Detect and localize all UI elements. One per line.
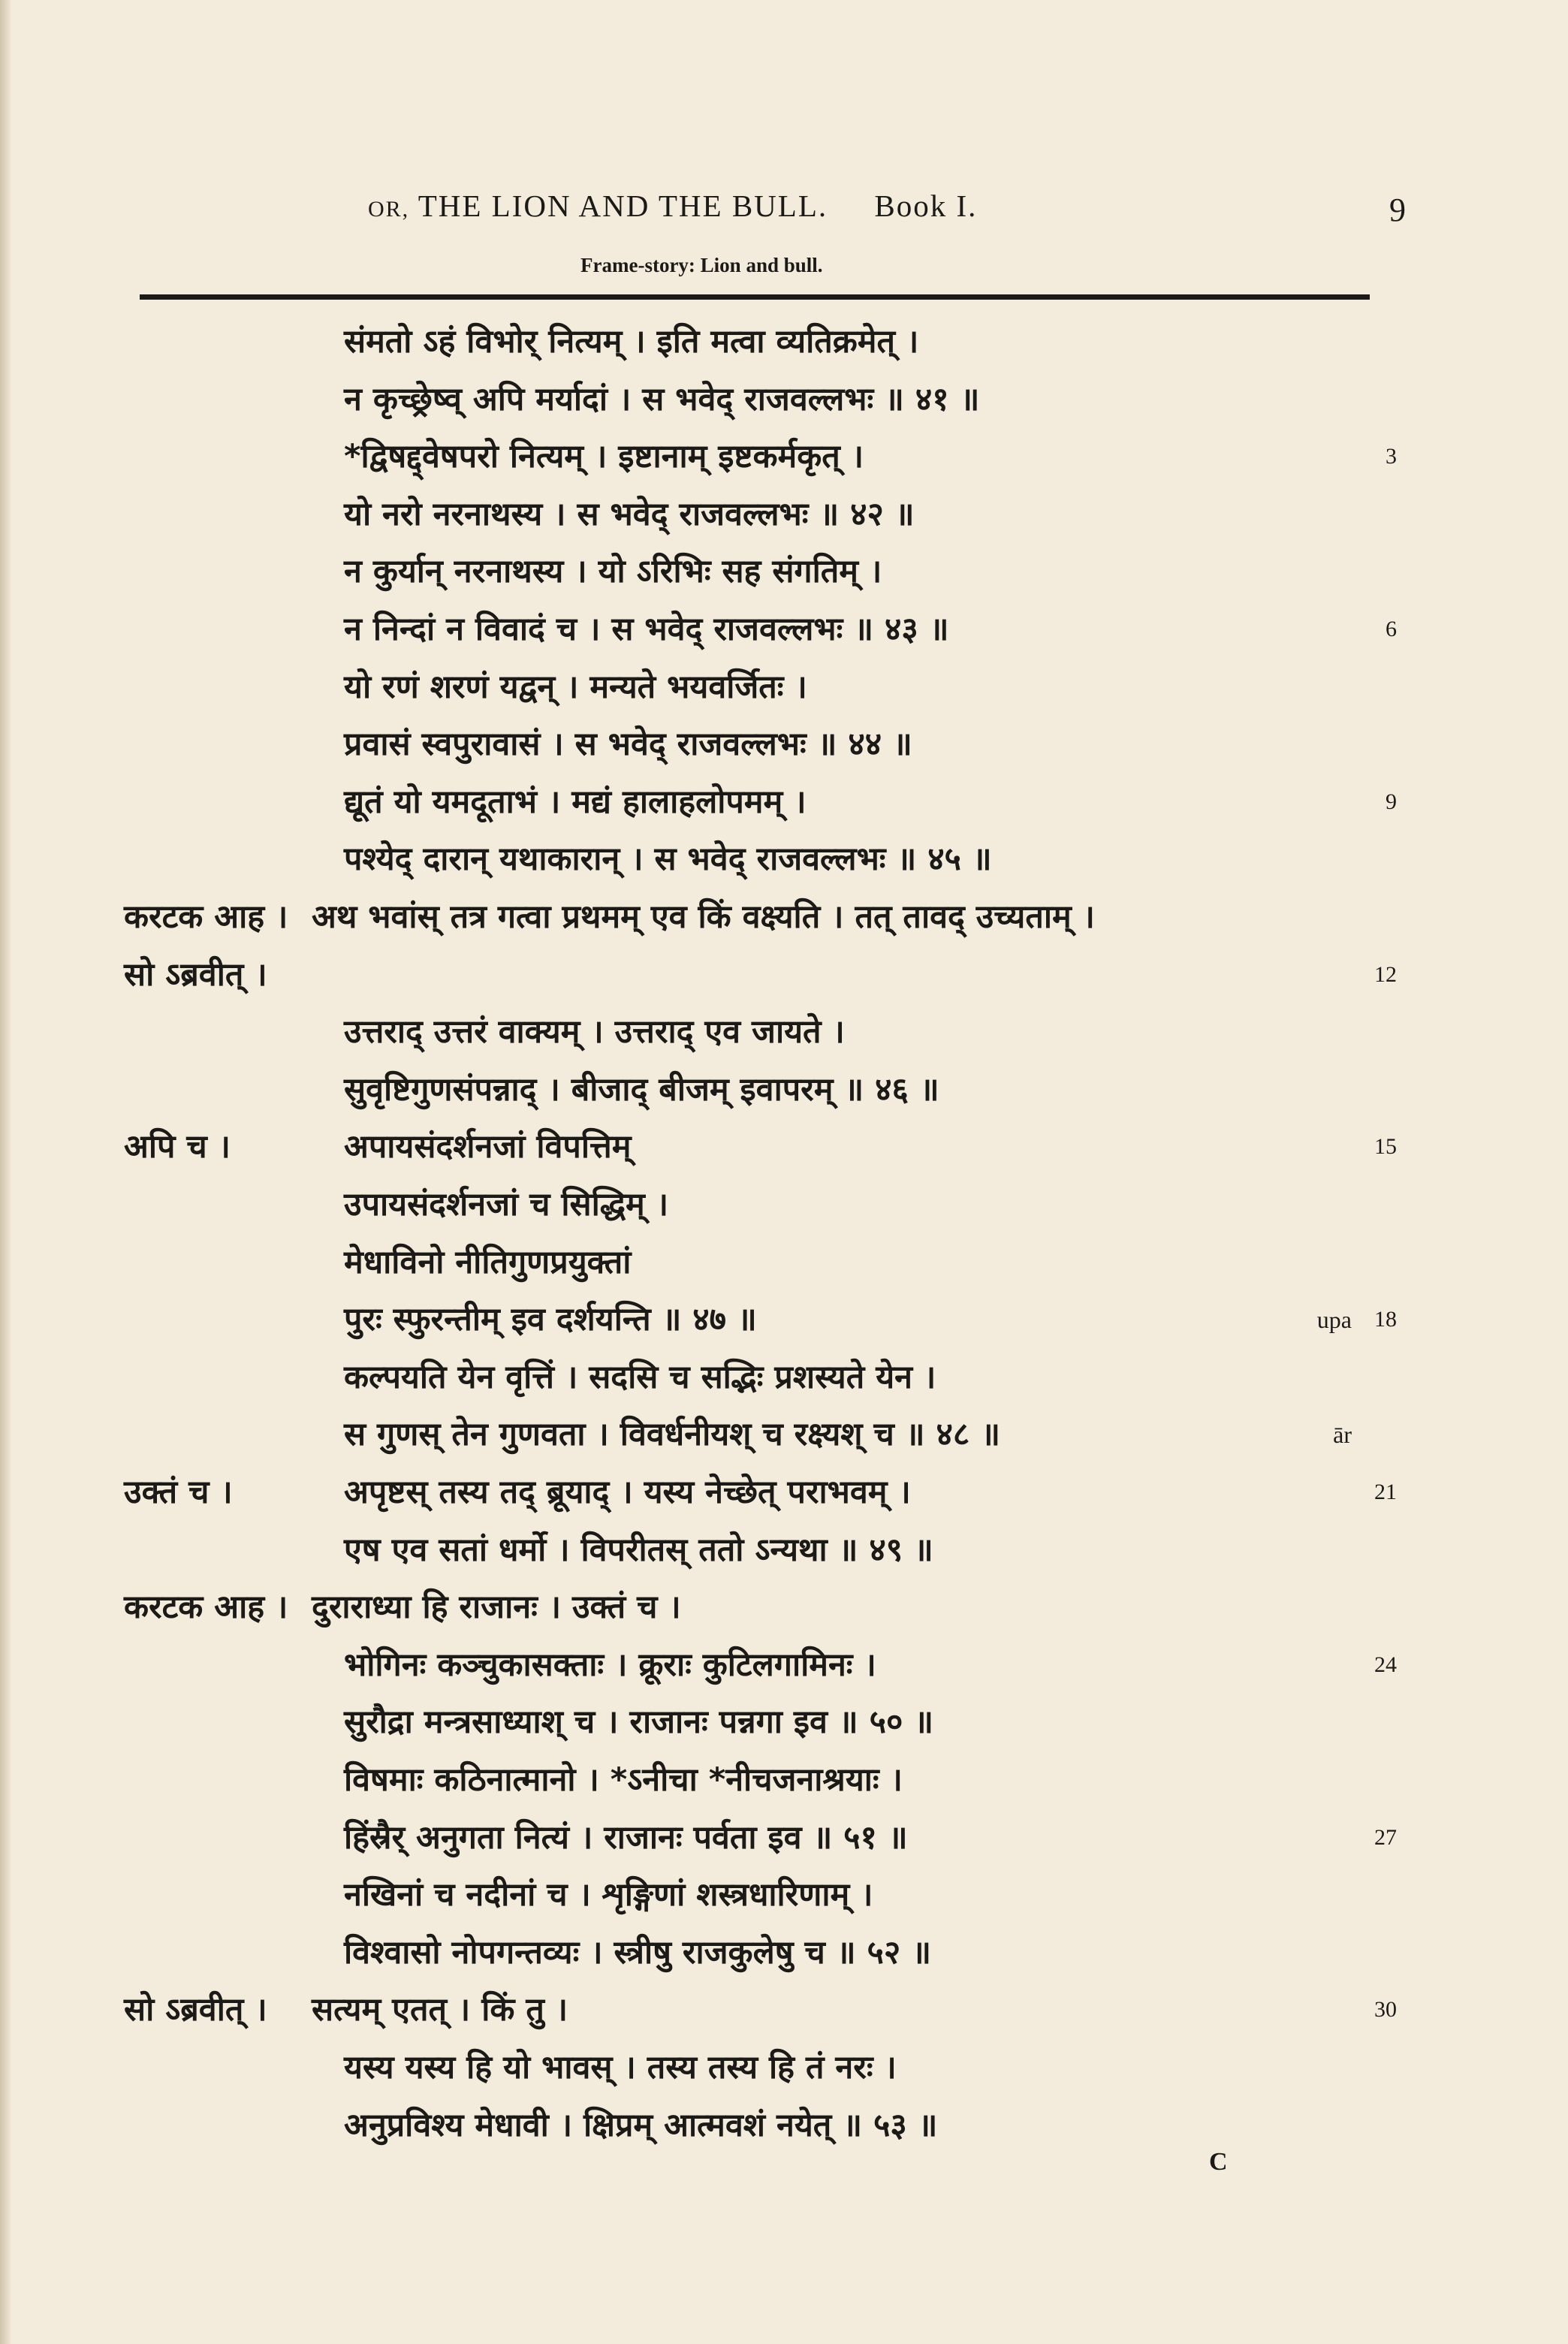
text-line: यो नरो नरनाथस्य । स भवेद् राजवल्लभः ॥ ४२ ॥ [344,496,915,533]
text-line: सुवृष्टिगुणसंपन्नाद् । बीजाद् बीजम् इवापरम् ॥ ४६ ॥ [344,1071,939,1109]
text-line: पुरः स्फुरन्तीम् इव दर्शयन्ति ॥ ४७ ॥ [344,1301,757,1338]
line-number: 21 [1374,1480,1397,1504]
speaker-label: अपि च । [124,1128,231,1166]
running-head-prefix: OR, [368,197,410,222]
text-line: सुरौद्रा मन्त्रसाध्याश् च । राजानः पन्नगा इव ॥ ५० ॥ [344,1703,934,1741]
running-head-title: THE LION AND THE BULL. [418,189,828,223]
text-line: न कुर्यान् नरनाथस्य । यो ऽरिभिः सह संगतिम् । [344,553,882,590]
meter-note: upa [1316,1306,1352,1333]
text-line: कल्पयति येन वृत्तिं । सदसि च सद्भिः प्रशस्यते येन । [344,1359,936,1396]
text-line: हिंस्रैर् अनुगता नित्यं । राजानः पर्वता इव ॥ ५१ ॥ [344,1819,908,1857]
text-line: नखिनां च नदीनां च । शृङ्गिणां शस्त्रधारिणाम् । [344,1876,873,1914]
text-line: एष एव सतां धर्मो । विपरीतस् ततो ऽन्यथा ॥ ४९ ॥ [344,1531,933,1569]
running-head [368,188,1156,224]
speaker-label: सो ऽब्रवीत् । [124,956,267,994]
text-line: न कृच्छ्रेष्व् अपि मर्यादां । स भवेद् राजवल्लभः ॥ ४१ ॥ [344,381,980,418]
text-line: विषमाः कठिनात्मानो । *ऽनीचा *नीचजनाश्रयाः । [344,1761,903,1799]
line-number: 30 [1374,1997,1397,2022]
text-line: उपायसंदर्शनजां च सिद्धिम् । [344,1186,669,1223]
line-number: 6 [1386,617,1397,641]
header-rule [140,294,1370,300]
speaker-label: करटक आह । [124,898,288,936]
text-line: यो रणं शरणं यद्वन् । मन्यते भयवर्जितः । [344,668,807,706]
text-line: भोगिनः कञ्चुकासक्ताः । क्रूराः कुटिलगामिनः । [344,1646,876,1684]
text-line: दुराराध्या हि राजानः । उक्तं च । [312,1588,681,1626]
text-line: पश्येद् दारान् यथाकारान् । स भवेद् राजवल्लभः ॥ ४५ ॥ [344,840,992,878]
text-line: अथ भवांस् तत्र गत्वा प्रथमम् एव किं वक्ष्यति । तत् तावद् उच्यताम् । [312,898,1095,936]
text-line: अपायसंदर्शनजां विपत्तिम् [344,1128,632,1166]
page-number: 9 [1389,192,1406,228]
section-subtitle: Frame-story: Lion and bull. [580,254,823,276]
text-line: अपृष्टस् तस्य तद् ब्रूयाद् । यस्य नेच्छेत् पराभवम् । [344,1474,911,1511]
text-line: मेधाविनो नीतिगुणप्रयुक्तां [344,1244,632,1281]
signature-mark: C [1209,2148,1228,2176]
line-number: 9 [1386,789,1397,814]
line-number: 18 [1374,1307,1397,1332]
line-number: 3 [1386,444,1397,469]
speaker-label: उक्तं च । [124,1474,233,1511]
speaker-label: करटक आह । [124,1588,288,1626]
speaker-label: सो ऽब्रवीत् । [124,1991,267,2029]
text-line: प्रवासं स्वपुरावासं । स भवेद् राजवल्लभः ॥ ४४ ॥ [344,726,912,763]
text-line: न निन्दां न विवादं च । स भवेद् राजवल्लभः ॥ ४३ ॥ [344,611,949,648]
text-line: संमतो ऽहं विभोर् नित्यम् । इति मत्वा व्यतिक्रमेत् । [344,323,919,360]
text-line: विश्वासो नोपगन्तव्यः । स्त्रीषु राजकुलेषु च ॥ ५२ ॥ [344,1934,932,1971]
text-line: अनुप्रविश्य मेधावी । क्षिप्रम् आत्मवशं नयेत् ॥ ५३ ॥ [344,2107,938,2144]
line-number: 15 [1374,1134,1397,1159]
line-number: 27 [1374,1825,1397,1850]
running-head-book: Book I. [874,189,978,223]
text-line: *द्विषद्द्वेषपरो नित्यम् । इष्टानाम् इष्टकर्मकृत् । [344,438,864,475]
page-gutter [0,0,11,2344]
meter-note: ār [1333,1421,1352,1448]
line-number: 12 [1374,962,1397,987]
text-line: यस्य यस्य हि यो भावस् । तस्य तस्य हि तं नरः । [344,2049,897,2086]
text-line: द्यूतं यो यमदूताभं । मद्यं हालाहलोपमम् । [344,783,807,821]
line-number: 24 [1374,1652,1397,1677]
text-line: उत्तराद् उत्तरं वाक्यम् । उत्तराद् एव जायते । [344,1013,845,1051]
text-line: स गुणस् तेन गुणवता । विवर्धनीयश् च रक्ष्यश् च ॥ ४८ ॥ [344,1416,1000,1453]
text-line: सत्यम् एतत् । किं तु । [312,1991,568,2029]
